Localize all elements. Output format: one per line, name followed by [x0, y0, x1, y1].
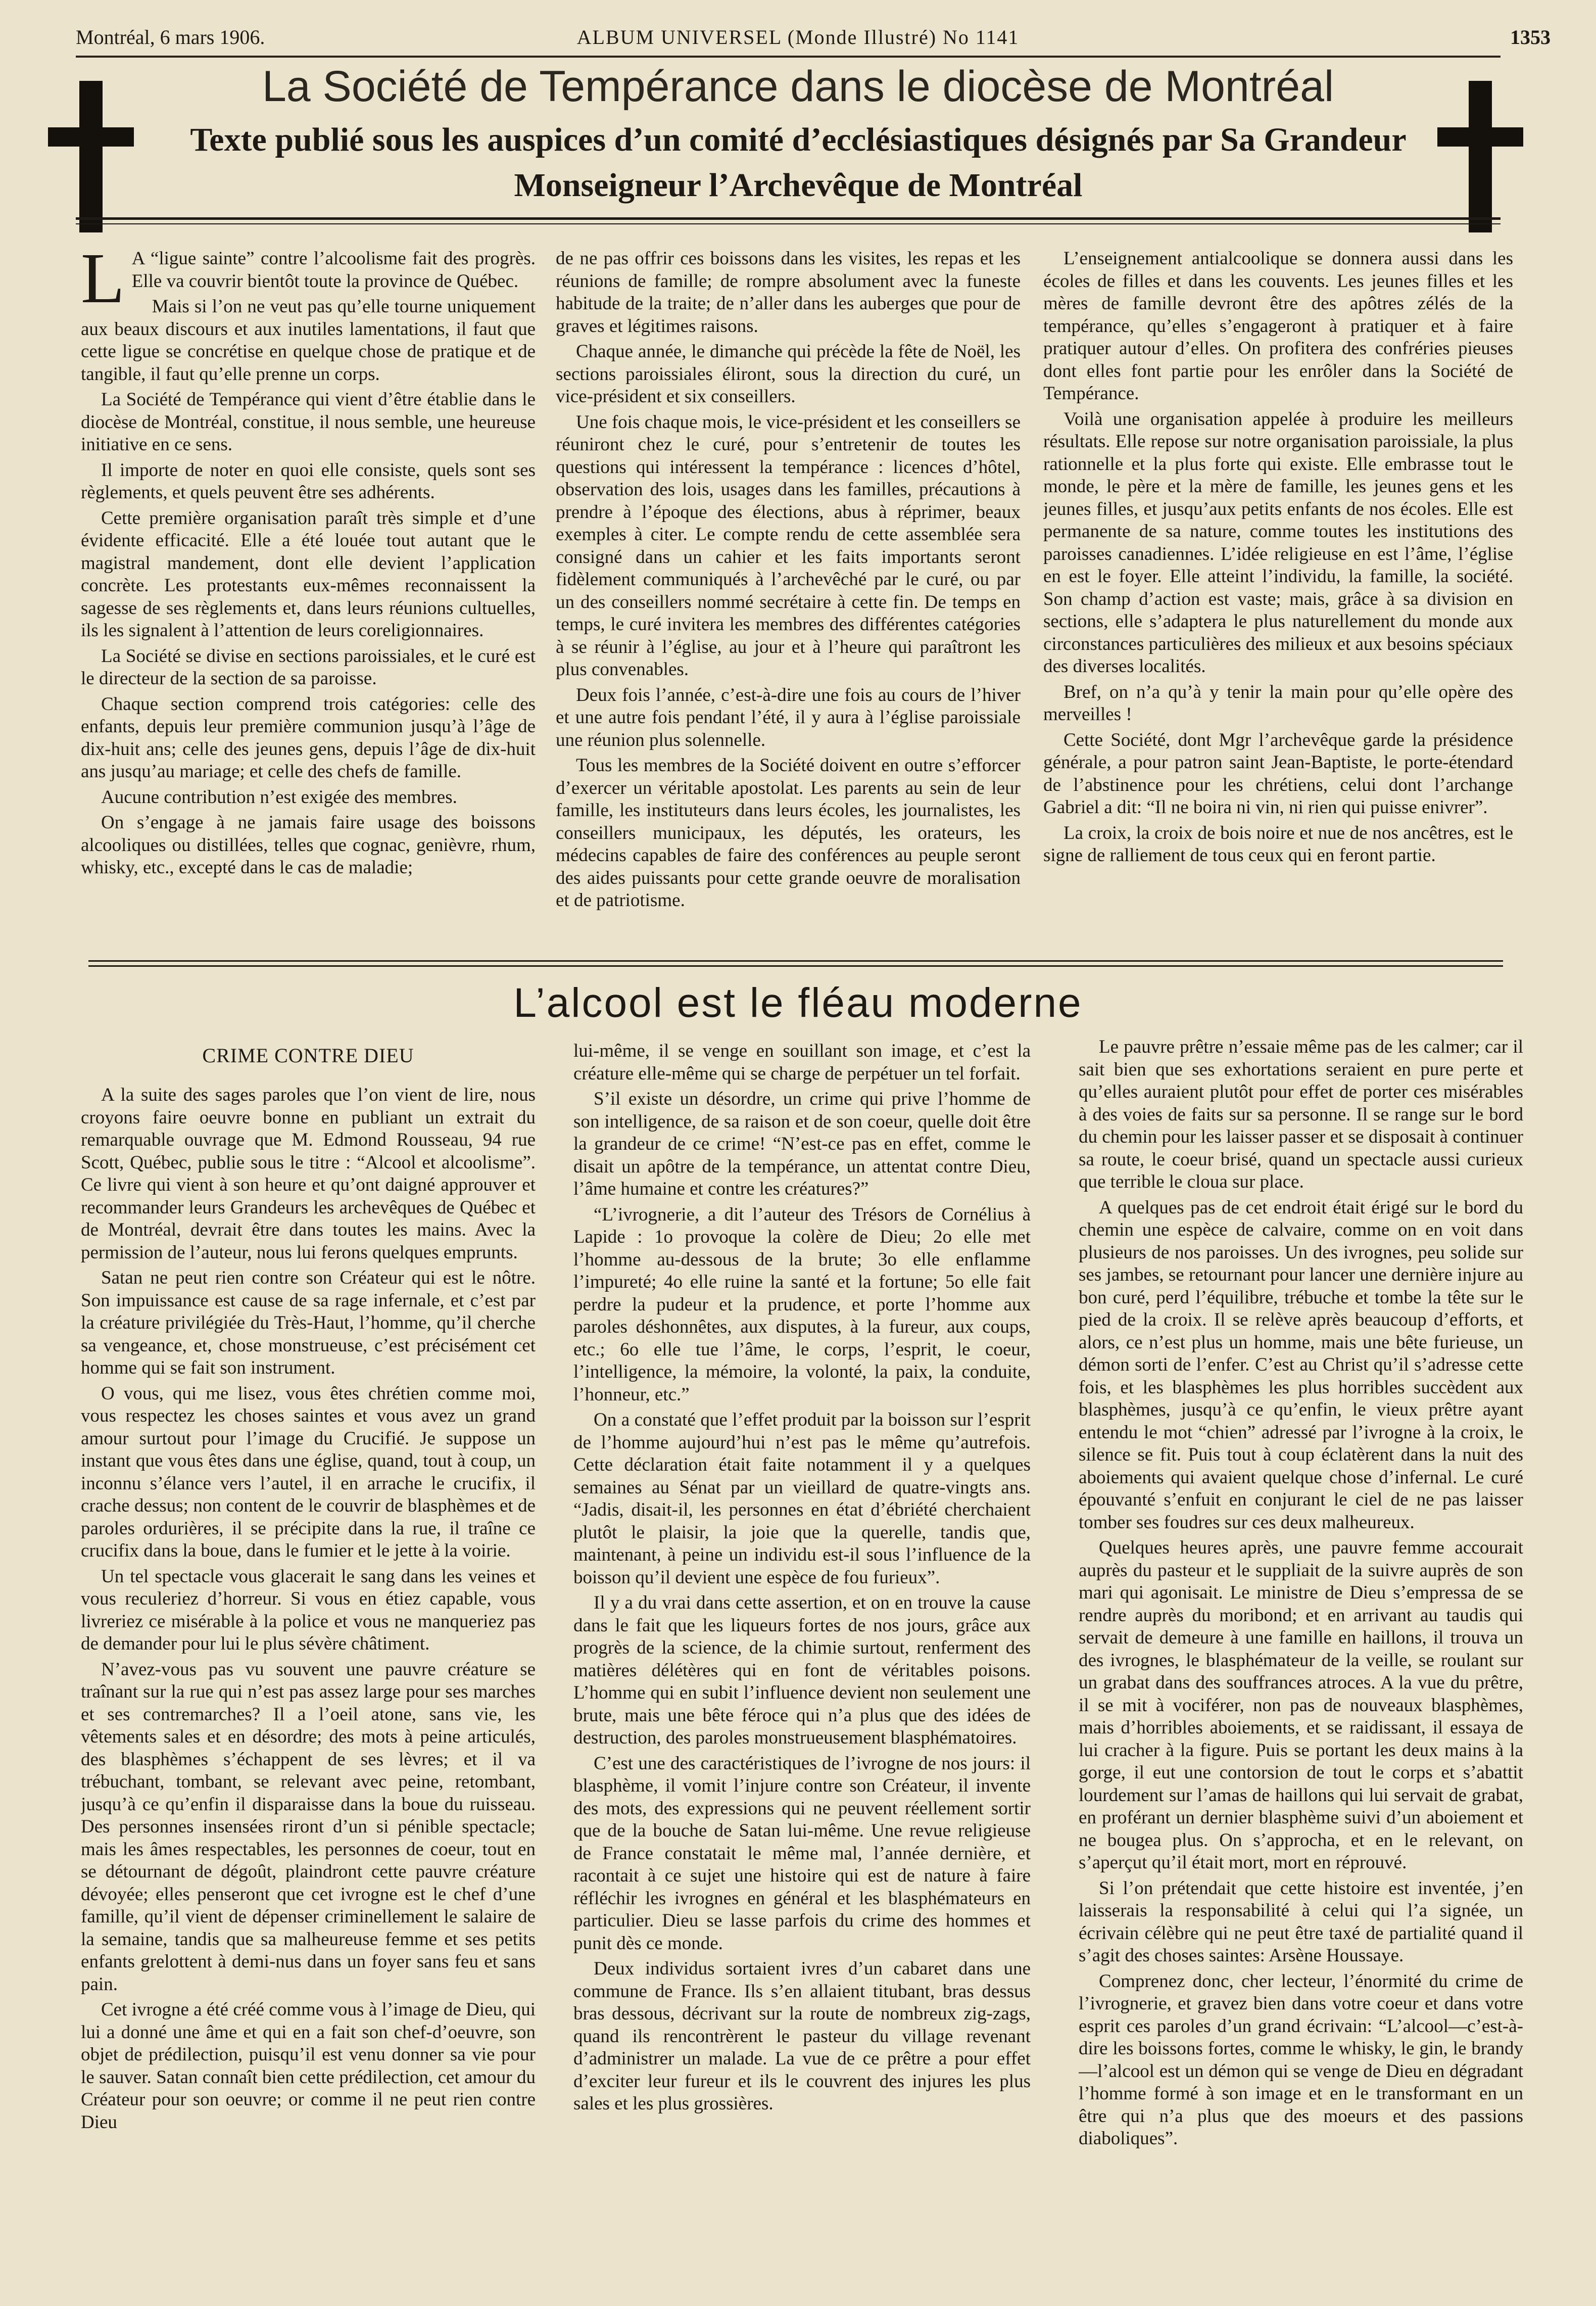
- paragraph: On a constaté que l’effet produit par la boisson sur l’esprit de l’homme aujourd’hui n’est pas le même qu’autrefois. Cette déclaration était faite notamment il y a quelques semaines au Sénat par un vieillard de quatre-vingts ans. “Jadis, disait-il, les personnes en état d’ébriété cherchaient plutôt le plaisir, la joie que la querelle, tandis que, maintenant, à peine un individu est-il sous l’influence de la boisson qu’il devient une espèce de fou furieux”.: [573, 1409, 1031, 1588]
- article-column: [1043, 248, 1513, 940]
- paragraph: Quelques heures après, une pauvre femme accourait auprès du pasteur et le suppliait de la suivre auprès de son mari qui agonisait. Le ministre de Dieu s’empressa de se rendre auprès du moribond; et en arrivant au taudis qui servait de demeure à une famille en haillons, il trouva un des ivrognes, le blasphémateur de la veille, se roulant sur un grabat dans des souffrances atroces. A la vue du prêtre, il se mit à vociférer, non pas de nouveaux blasphèmes, mais d’horribles aboiements, et se raidissant, il essaya de lui cracher à la figure. Puis se portant les deux mains à la gorge, il eut une contorsion de tout le corps et s’abattit lourdement sur l’amas de haillons qui lui servait de grabat, en proférant un dernier blasphème suivi d’un aboiement et ne bougea plus. On s’approcha, et en le relevant, on s’aperçut qu’il était mort, mort en réprouvé.: [1079, 1537, 1523, 1873]
- paragraph: [81, 248, 536, 318]
- paragraph: La croix, la croix de bois noire et nue de nos ancêtres, est le signe de ralliement de tous ceux qui en feront partie.: [1043, 822, 1513, 866]
- paragraph: Cette Société, dont Mgr l’archevêque garde la présidence générale, a pour patron saint Jean-Baptiste, le porte-étendard de l’abstinence pour les chrétiens, celui dont l’archange Gabriel a dit: “Il ne boira ni vin, ni rien qui puisse enivrer”.: [1043, 729, 1513, 818]
- subtitle-line: Texte publié sous les auspices d’un comité d’ecclésiastiques désignés par Sa Grandeur: [190, 121, 1407, 158]
- header-rule: [76, 56, 1501, 58]
- paragraph: Chaque section comprend trois catégories: celle des enfants, depuis leur première communion jusqu’à l’âge de dix-huit ans; celle des jeunes gens, depuis l’âge de dix-huit ans jusqu’au mariage; et celle des chefs de famille.: [81, 693, 536, 782]
- paragraph: A quelques pas de cet endroit était érigé sur le bord du chemin une espèce de calvaire, comme on en voit dans plusieurs de nos paroisses. Un des ivrognes, peu solide sur ses jambes, se retournant pour lancer une dernière injure au bon curé, perd l’équilibre, trébuche et tombe la tête sur le pied de la croix. Il se relève après beaucoup d’efforts, et alors, ce n’est plus un homme, mais une bête furieuse, un démon sorti de l’enfer. C’est au Christ qu’il s’adresse cette fois, et les blasphèmes les plus horribles succèdent aux blasphèmes, jusqu’à ce qu’enfin, le vieux prêtre ayant entendu le mot “chien” adressé par l’ivrogne à la croix, le silence se fit. Puis tout à coup éclatèrent dans la nuit des aboiements qui avaient quelque chose d’infernal. Le curé épouvanté s’enfuit en conjurant le ciel de ne pas laisser tomber ses foudres sur ces deux malheureux.: [1079, 1197, 1523, 1533]
- paragraph: Satan ne peut rien contre son Créateur qui est le nôtre. Son impuissance est cause de sa rage infernale, et c’est par la créature privilégiée du Très-Haut, l’homme, qu’il cherche sa vengeance, et, chose monstrueuse, c’est précisément cet homme qui se fait son instrument.: [81, 1267, 536, 1378]
- paragraph: O vous, qui me lisez, vous êtes chrétien comme moi, vous respectez les choses saintes et vous avez un grand amour surtout pour l’image du Crucifié. Je suppose un instant que vous êtes dans une église, quand, tout à coup, un inconnu s’élance vers l’autel, il en arrache le crucifix, il crache dessus; non content de le couvrir de blasphèmes et de paroles ordurières, il se précipite dans la rue, il traîne ce crucifix dans la boue, dans le fumier et le jette à la voirie.: [81, 1383, 536, 1561]
- paragraph: Voilà une organisation appelée à produire les meilleurs résultats. Elle repose sur notre organisation paroissiale, la plus rationnelle et la plus forte qui existe. Elle embrasse tout le monde, le père et la mère de famille, les jeunes gens et les jeunes filles, et jusqu’aux petits enfants de nos écoles. Elle est permanente de sa nature, comme toutes les institutions des paroisses canadiennes. L’idée religieuse en est l’âme, l’église en est le foyer. Elle atteint l’individu, la famille, la société. Son champ d’action est vaste; mais, grâce à sa division en sections, elle s’adaptera le plus naturellement du monde aux circonstances particulières des milieux et aux besoins spéciaux des diverses localités.: [1043, 408, 1513, 677]
- paragraph: C’est une des caractéristiques de l’ivrogne de nos jours: il blasphème, il vomit l’injure contre son Créateur, il invente des mots, des expressions qui ne peuvent réellement sortir que de la bouche de Satan lui-même. Une revue religieuse de France constatait le même mal, l’année dernière, et racontait à ce sujet une histoire qui est de nature à faire réfléchir les ivrognes en général et les blasphémateurs en particulier. Dieu se lasse parfois du crime des hommes et punit dès ce monde.: [573, 1753, 1031, 1954]
- paragraph: L’enseignement antialcoolique se donnera aussi dans les écoles de filles et dans les couvents. Les jeunes filles et les mères de famille devront être des apôtres zélés de la tempérance, qu’elles s’engageront à pratiquer et à faire pratiquer autour d’elles. On profitera des confréries pieuses dont elles font partie pour les enrôler dans la Société de Tempérance.: [1043, 248, 1513, 404]
- section-rule: [88, 965, 1503, 967]
- paragraph: Comprenez donc, cher lecteur, l’énormité du crime de l’ivrognerie, et gravez bien dans votre coeur et dans votre esprit ces paroles d’un grand écrivain: “L’alcool—c’est-à-dire les boissons fortes, comme le whisky, le gin, le brandy—l’alcool est un démon qui se venge de Dieu en dégradant l’homme formé à son image et en le transformant en un être qui n’a plus que des moeurs et des passions diaboliques”.: [1079, 1970, 1523, 2149]
- paragraph: La Société se divise en sections paroissiales, et le curé est le directeur de la section de sa paroisse.: [81, 645, 536, 689]
- paragraph: Mais si l’on ne veut pas qu’elle tourne uniquement aux beaux discours et aux inutiles lamentations, il faut que cette ligue se concrétise en quelque chose de pratique et de tangible, il faut qu’elle prenne un corps.: [81, 296, 536, 385]
- paragraph: Si l’on prétendait que cette histoire est inventée, j’en laisserais la responsabilité à celui qui l’a signée, un écrivain célèbre qui ne peut être taxé de partialité quand il s’agit des choses saintes: Arsène Houssaye.: [1079, 1877, 1523, 1966]
- paragraph: Chaque année, le dimanche qui précède la fête de Noël, les sections paroissiales éliront, sous la direction du curé, un vice-président et six conseillers.: [556, 341, 1021, 407]
- section-heading: CRIME CONTRE DIEU: [202, 1044, 414, 1067]
- title-rule: [76, 223, 1501, 224]
- paragraph: de ne pas offrir ces boissons dans les visites, les repas et les réunions de famille; de rompre absolument avec la funeste habitude de la traite; de n’aller dans les auberges que pour de graves et légitimes raisons.: [556, 248, 1021, 337]
- article-column: [573, 1040, 1031, 2273]
- paragraph: lui-même, il se venge en souillant son image, et c’est la créature elle-même qui se charge de perpétuer un tel forfait.: [573, 1041, 1031, 1084]
- paragraph: On s’engage à ne jamais faire usage des boissons alcooliques ou distillées, telles que cognac, genièvre, rhum, whisky, etc., excepté dans le cas de maladie;: [81, 812, 536, 878]
- paragraph: Un tel spectacle vous glacerait le sang dans les veines et vous reculeriez d’horreur. Si vous en étiez capable, vous livreriez ce misérable à la police et vous ne manqueriez pas de demander pour lui le plus sévère châtiment.: [81, 1566, 536, 1654]
- paragraph: S’il existe un désordre, un crime qui prive l’homme de son intelligence, de sa raison et de son coeur, quelle doit être la grandeur de ce crime! “N’est-ce pas en effet, comme le disait un apôtre de la tempérance, un attentat contre Dieu, l’âme humaine et contre les créatures?”: [573, 1089, 1031, 1199]
- page-number: 1353: [1510, 26, 1551, 49]
- title-rule: [76, 217, 1501, 220]
- paragraph: Il y a du vrai dans cette assertion, et on en trouve la cause dans le fait que les liqueurs fortes de nos jours, grâce aux progrès de la science, de la chimie surtout, renferment des matières délétères qui en font de véritables poisons. L’homme qui en subit l’influence devient non seulement une brute, mais une bête féroce qui n’a plus que des idées de destruction, des paroles monstrueusement blasphématoires.: [573, 1592, 1031, 1748]
- article-subtitle: [152, 117, 1445, 208]
- paragraph: Cette première organisation paraît très simple et d’une évidente efficacité. Elle a été louée tout autant que le magistral mandement, dont elle devient l’application concrète. Les protestants eux-mêmes reconnaissent la sagesse de ses règlements et, dans leurs réunions cultuelles, ils les signalent à l’attention de leurs coreligionnaires.: [81, 507, 536, 641]
- paragraph: N’avez-vous pas vu souvent une pauvre créature se traînant sur la rue qui n’est pas assez large pour ses marches et ses contremarches? Il a l’oeil atone, sans vie, les vêtements sales et en désordre; des mots à peine articulés, des blasphèmes s’échappent de ses lèvres; et il va trébuchant, tombant, se relevant avec peine, retombant, jusqu’à ce qu’enfin il disparaisse dans la boue du ruisseau. Des personnes insensées riront d’un si pénible spectacle; mais les âmes respectables, les personnes de coeur, tout en se détournant de dégoût, plaindront cette pauvre créature dévoyée; elles penseront que cet ivrogne est le chef d’une famille, qu’il vient de dépenser criminellement le salaire de la semaine, tandis que sa malheureuse femme et ses petits enfants grelottent à demi-nus dans un foyer sans feu et sans pain.: [81, 1659, 536, 1995]
- paragraph: A la suite des sages paroles que l’on vient de lire, nous croyons faire oeuvre bonne en publiant un extrait du remarquable ouvrage que M. Edmond Rousseau, 94 rue Scott, Québec, publie sous le titre : “Alcool et alcoolisme”. Ce livre qui vient à son heure et qu’ont daigné approuver et recommander leurs Grandeurs les archevêques de Québec et de Montréal, devrait être dans toutes les mains. Avec la permission de l’auteur, nous lui ferons quelques emprunts.: [81, 1085, 536, 1263]
- article-column: [1079, 1036, 1523, 2269]
- paragraph: Le pauvre prêtre n’essaie même pas de les calmer; car il sait bien que ses exhortations seraient en pure perte et qu’elles auraient plutôt pour effet de porter ces misérables à des voies de faits sur sa personne. Il se range sur le bord du chemin pour les laisser passer et se disposait à continuer sa route, le coeur brisé, quand un spectacle aussi curieux que terrible le cloua sur place.: [1079, 1037, 1523, 1192]
- paragraph-text: A “ligue sainte” contre l’alcoolisme fait des progrès. Elle va couvrir bientôt toute la province de Québec.: [131, 248, 536, 292]
- article-column: [81, 1084, 536, 2272]
- paragraph: Deux fois l’année, c’est-à-dire une fois au cours de l’hiver et une autre fois pendant l’été, il y aura à l’église paroissiale une réunion plus solennelle.: [556, 684, 1021, 750]
- paragraph: “L’ivrognerie, a dit l’auteur des Trésors de Cornélius à Lapide : 1o provoque la colère de Dieu; 2o elle met l’homme au-dessous de la brute; 3o elle enflamme l’impureté; 4o elle ruine la santé et la fortune; 5o elle fait perdre la pudeur et la prudence, et porte l’homme aux paroles déshonnêtes, aux disputes, à la fureur, aux coups, etc.; 6o elle tue l’âme, le corps, l’esprit, le coeur, l’intelligence, la mémoire, la volonté, la paix, la conduite, l’honneur, etc.”: [573, 1204, 1031, 1405]
- article-column: [81, 248, 536, 940]
- drop-cap: L: [81, 248, 125, 318]
- running-head-publication: ALBUM UNIVERSEL (Monde Illustré) No 1141: [576, 26, 1020, 49]
- section-rule: [88, 960, 1503, 962]
- paragraph: Il importe de noter en quoi elle consiste, quels sont ses règlements, et quels peuvent être ses adhérents.: [81, 459, 536, 503]
- article-column: [556, 248, 1021, 940]
- article-title: La Société de Tempérance dans le diocèse de Montréal: [262, 62, 1334, 111]
- article-title: L’alcool est le fléau moderne: [513, 980, 1083, 1026]
- subtitle-line: Monseigneur l’Archevêque de Montréal: [514, 167, 1083, 204]
- paragraph: La Société de Tempérance qui vient d’être établie dans le diocèse de Montréal, constitue, il nous semble, une heureuse initiative en ce sens.: [81, 389, 536, 455]
- paragraph: Aucune contribution n’est exigée des membres.: [101, 786, 457, 808]
- paragraph: Tous les membres de la Société doivent en outre s’efforcer d’exercer un véritable apostolat. Les parents au sein de leur famille, les instituteurs dans leurs écoles, les journalistes, les conseillers municipaux, les députés, les orateurs, les médecins capables de faire des conférences au peuple seront des aides puissants pour cette grande oeuvre de moralisation et de patriotisme.: [556, 755, 1021, 911]
- paragraph: Bref, on n’a qu’à y tenir la main pour qu’elle opère des merveilles !: [1043, 681, 1513, 725]
- paragraph: Deux individus sortaient ivres d’un cabaret dans une commune de France. Ils s’en allaient titubant, bras dessus bras dessous, décrivant sur la route de nombreux zig-zags, quand ils rencontrèrent le pasteur du village revenant d’administrer un malade. La vue de ce prêtre a pour effet d’exciter leur fureur et ils le couvrent des injures les plus sales et les plus grossières.: [573, 1958, 1031, 2114]
- running-head-date: Montréal, 6 mars 1906.: [76, 26, 265, 49]
- paragraph: Cet ivrogne a été créé comme vous à l’image de Dieu, qui lui a donné une âme et qui en a fait son chef-d’oeuvre, son objet de prédilection, puisqu’il est venu donner sa vie pour le sauver. Satan connaît bien cette prédilection, cet amour du Créateur pour son oeuvre; or comme il ne peut rien contre Dieu: [81, 1999, 536, 2133]
- paragraph: Une fois chaque mois, le vice-président et les conseillers se réuniront chez le curé, pour s’entretenir de toutes les questions qui intéressent la tempérance : licences d’hôtel, observation des lois, usages dans les familles, précautions à prendre à l’époque des élections, abus à réprimer, beaux exemples à citer. Le compte rendu de cette assemblée sera consigné dans un cahier et les faits importants seront fidèlement communiqués à l’archevêché par le curé, ou par un des conseillers nommé secrétaire à cette fin. De temps en temps, le curé invitera les membres des différentes catégories à se réunir à l’église, au jour et à l’heure qui paraîtront les plus convenables.: [556, 411, 1021, 680]
